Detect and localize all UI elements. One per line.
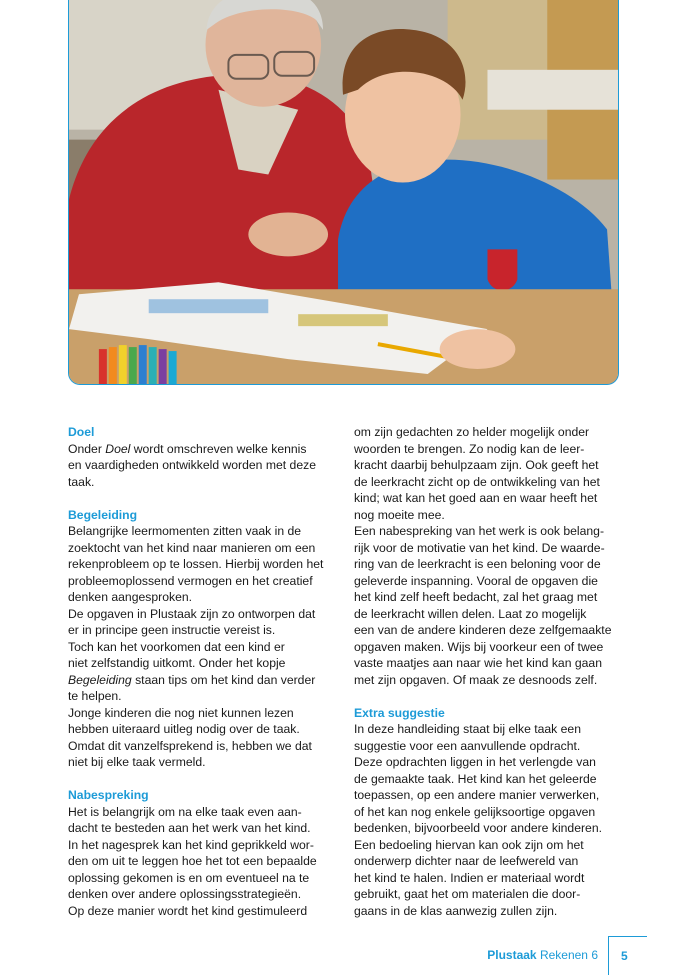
doel-text-rest: en vaardigheden ontwikkeld worden met deze taak. <box>68 458 316 489</box>
begeleiding-paragraph-3 <box>68 639 343 705</box>
section-extra-suggestie <box>354 705 629 920</box>
right-column <box>354 424 629 919</box>
footer-brand-rest: Rekenen 6 <box>536 948 598 962</box>
begeleiding-p3-after: staan tips om het kind dan verder te helpen. <box>68 672 316 703</box>
begeleiding-paragraph-1: Belangrijke leermomenten zitten vaak in de zoektocht van het kind naar manieren om een rekenprobleem op te lossen. Hierbij worden het probleemoplossend vermogen en het creatief denken aangesproken. <box>68 524 324 604</box>
heading-nabespreking: Nabespreking <box>68 788 149 802</box>
begeleiding-paragraph-4: Jonge kinderen die nog niet kunnen lezen hebben uiteraard uitleg nodig over de taak. Omdat dit vanzelfsprekend is, hebben we dat niet bij elke taak vermeld. <box>68 705 312 769</box>
footer-brand <box>487 948 598 962</box>
cover-photo <box>68 0 619 385</box>
section-nabespreking <box>68 787 343 919</box>
doel-text <box>68 441 343 491</box>
section-begeleiding <box>68 507 343 771</box>
page-footer <box>487 936 647 974</box>
doel-text-emphasis: Doel <box>105 441 131 456</box>
nabespreking-paragraph-2: Een nabespreking van het werk is ook belang- rijk voor de motivatie van het kind. De waarde- ring van de leerkracht is een beloning voor de geleverde inspanning. Vooral de opgaven die het kind zelf heeft bedacht, zal het graag met de leerkracht willen delen. Laat zo mogelijk een van de andere kinderen deze zelfgemaakte opgaven maken. Wijs bij voorkeur een of twee vaste maatjes aan naar wie het kind kan gaan met zijn opgaven. Of maak ze desnoods zelf. <box>354 524 612 687</box>
footer-brand-bold: Plustaak <box>487 948 537 962</box>
nabespreking-paragraph-1: Het is belangrijk om na elke taak even aan- dacht te besteden aan het werk van het kind. In het nagesprek kan het kind geprikkeld wor- den om uit te leggen hoe het tot een bepaalde oplossing gekomen is en om eventueel na te denken over andere oplossingsstrategieën. Op deze manier wordt het kind gestimuleerd <box>68 804 317 918</box>
section-nabespreking-continued <box>354 424 629 688</box>
doel-text-prefix: Onder <box>68 441 106 456</box>
extra-suggestie-paragraph: In deze handleiding staat bij elke taak een suggestie voor een aanvullende opdracht. Deze opdrachten liggen in het verlengde van de gemaakte taak. Het kind kan het geleerde toepassen, op een andere manier verwerken, of het kan nog enkele gelijksoortige opgaven bedenken, bijvoorbeeld voor andere kinderen. Een bedoeling hiervan kan ook zijn om het onderwerp dichter naar de leefwereld van het kind te halen. Indien er materiaal wordt gebruikt, gaat het om materialen die door- gaans in de klas aanwezig zullen zijn. <box>354 722 602 918</box>
page-number: 5 <box>608 936 647 975</box>
photo-illustration <box>69 0 618 384</box>
begeleiding-paragraph-2: De opgaven in Plustaak zijn zo ontworpen dat er in principe geen instructie vereist is. <box>68 606 316 637</box>
begeleiding-p3-emphasis: Begeleiding <box>68 672 132 687</box>
heading-doel: Doel <box>68 425 95 439</box>
doel-text-suffix: wordt omschreven welke kennis <box>130 441 307 456</box>
left-column <box>68 424 343 919</box>
begeleiding-p3-before: Toch kan het voorkomen dat een kind er niet zelfstandig uitkomt. Onder het kopje <box>68 639 286 670</box>
heading-begeleiding: Begeleiding <box>68 507 138 522</box>
heading-extra-suggestie: Extra suggestie <box>354 705 445 720</box>
nabespreking-continuation: om zijn gedachten zo helder mogelijk onder woorden te brengen. Zo nodig kan de leer- kracht daarbij behulpzaam zijn. Ook geeft het de leerkracht zicht op de ontwikkeling van het kind; wat kan het goed aan en waar heeft het nog moeite mee. <box>354 425 600 522</box>
section-doel <box>68 424 343 490</box>
